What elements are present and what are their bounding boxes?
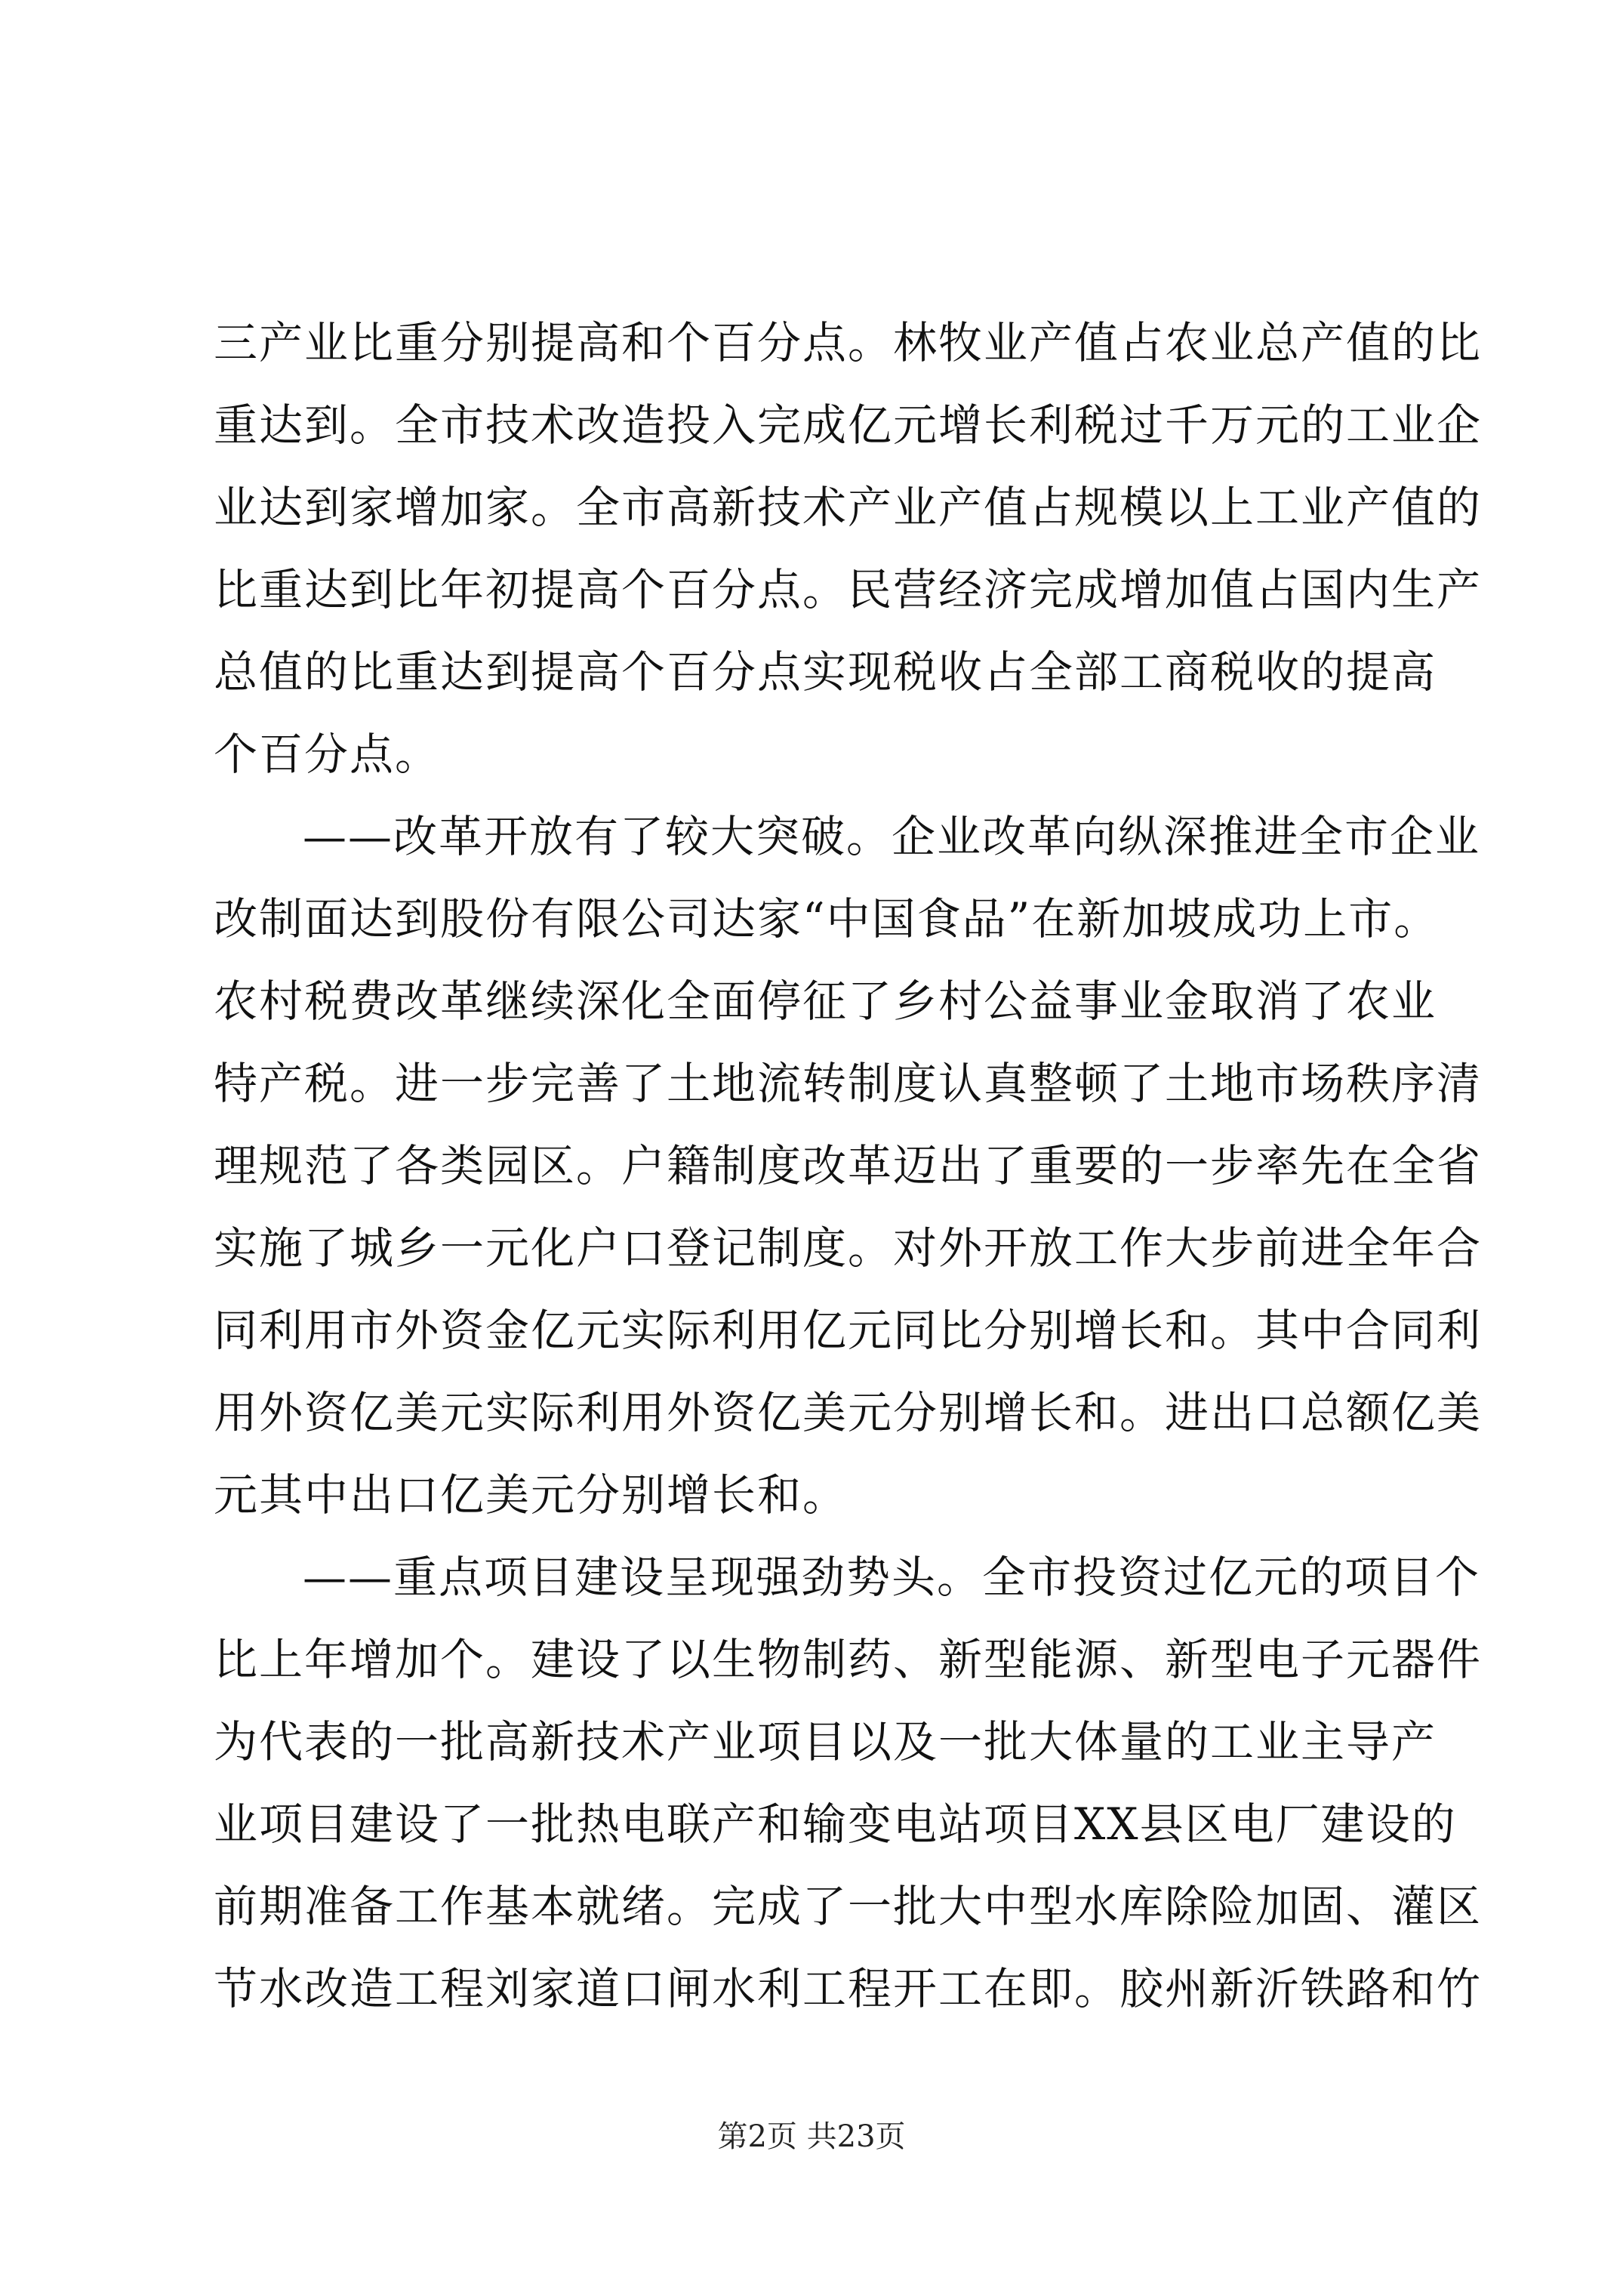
text-line: 特产税。进一步完善了土地流转制度认真整顿了土地市场秩序清 <box>214 1058 1483 1109</box>
text-line: 实施了城乡一元化户口登记制度。对外开放工作大步前进全年合 <box>214 1222 1483 1274</box>
text-line: 理规范了各类园区。户籍制度改革迈出了重要的一步率先在全省 <box>214 1140 1483 1191</box>
text-line: 业达到家增加家。全市高新技术产业产值占规模以上工业产值的 <box>214 482 1483 533</box>
page-number-indicator: 第2页 共23页 <box>717 2119 906 2154</box>
text-line: 前期准备工作基本就绪。完成了一批大中型水库除险加固、灌区 <box>214 1881 1483 1932</box>
paragraph-start-line: ——改革开放有了较大突破。企业改革向纵深推进全市企业 <box>303 811 1481 862</box>
text-line: 业项目建设了一批热电联产和输变电站项目XX县区电厂建设的 <box>214 1798 1457 1850</box>
text-line: 节水改造工程刘家道口闸水利工程开工在即。胶州新沂铁路和竹 <box>214 1963 1483 2014</box>
document-body <box>214 302 1483 2030</box>
text-line: 比重达到比年初提高个百分点。民营经济完成增加值占国内生产 <box>214 564 1483 615</box>
page-footer <box>0 2114 1623 2159</box>
text-line: 改制面达到股份有限公司达家“中国食品”在新加坡成功上市。 <box>214 893 1440 945</box>
text-line: 同利用市外资金亿元实际利用亿元同比分别增长和。其中合同利 <box>214 1305 1483 1356</box>
text-line: 用外资亿美元实际利用外资亿美元分别增长和。进出口总额亿美 <box>214 1387 1483 1438</box>
text-line: 为代表的一批高新技术产业项目以及一批大体量的工业主导产 <box>214 1716 1437 1767</box>
paragraph-start-line: ——重点项目建设呈现强劲势头。全市投资过亿元的项目个 <box>303 1552 1481 1603</box>
text-line: 农村税费改革继续深化全面停征了乡村公益事业金取消了农业 <box>214 975 1437 1027</box>
text-line: 三产业比重分别提高和个百分点。林牧业产值占农业总产值的比 <box>214 317 1483 368</box>
text-line: 总值的比重达到提高个百分点实现税收占全部工商税收的提高 <box>214 646 1437 698</box>
text-line: 元其中出口亿美元分别增长和。 <box>214 1469 848 1521</box>
text-line: 重达到。全市技术改造投入完成亿元增长利税过千万元的工业企 <box>214 399 1483 451</box>
text-line: 个百分点。 <box>214 729 441 780</box>
text-line: 比上年增加个。建设了以生物制药、新型能源、新型电子元器件 <box>214 1634 1483 1685</box>
